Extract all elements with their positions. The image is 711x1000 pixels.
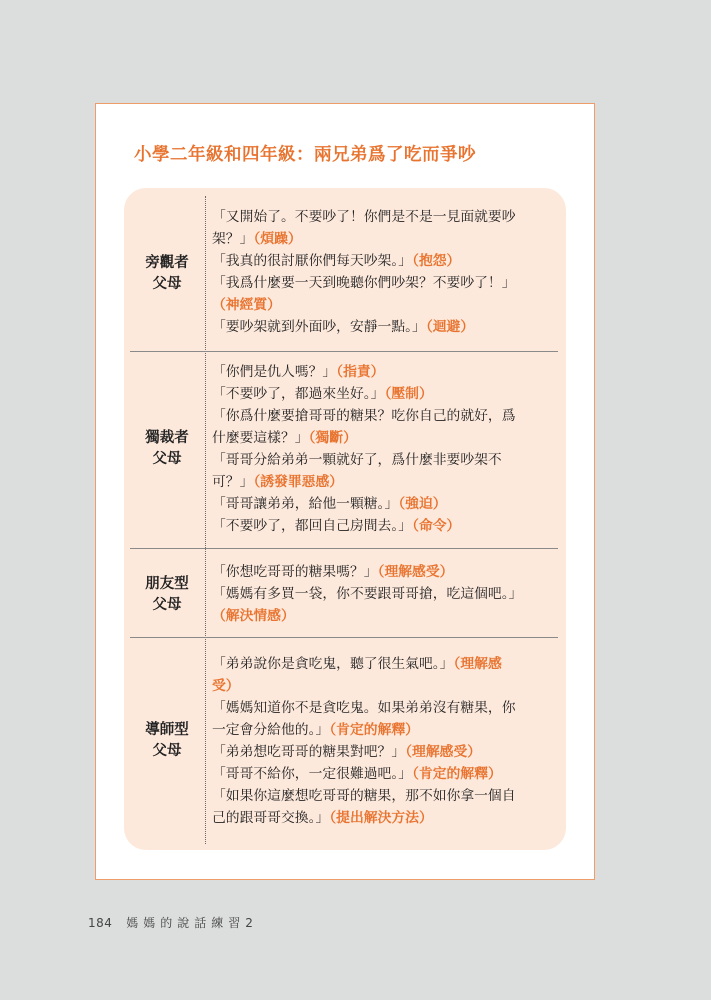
response-type-tag: （理解感受） — [405, 744, 482, 760]
dialogue-text: 「媽媽有多買一袋，你不要跟哥哥搶，吃這個吧。」 — [212, 586, 523, 602]
dialogue-text: 「媽媽知道你不是貪吃鬼。如果弟弟沒有糖果，你 — [212, 700, 516, 716]
dialogue-line — [212, 361, 562, 383]
dialogue-line — [212, 515, 562, 537]
dialogue-text: 「哥哥不給你，一定很難過吧。」 — [212, 766, 413, 782]
role-label-friend — [130, 574, 204, 616]
role-label-line: 父母 — [152, 451, 182, 467]
role-label-bystander — [130, 253, 204, 295]
dialogue-text: 「又開始了。不要吵了！你們是不是一見面就要吵 — [212, 209, 516, 225]
page-footer — [88, 914, 258, 931]
role-label-line: 朋友型 — [145, 576, 189, 592]
dialogue-line — [212, 427, 562, 449]
response-type-tag: （煩躁） — [253, 231, 302, 247]
dialogue-text: 「哥哥分給弟弟一顆就好了，爲什麼非要吵架不 — [212, 452, 502, 468]
response-type-tag: （強迫） — [398, 496, 447, 512]
response-type-tag: （命令） — [412, 518, 461, 534]
row-separator — [130, 548, 558, 549]
dialogue-text: 「如果你這麼想吃哥哥的糖果，那不如你拿一個自 — [212, 788, 516, 804]
dialogue-text: 己的跟哥哥交換。」 — [212, 810, 330, 826]
response-type-tag: （肯定的解釋） — [412, 766, 502, 782]
role-label-mentor — [130, 720, 204, 762]
role-label-line: 父母 — [152, 743, 182, 759]
dialogue-text: 「我爲什麼要一天到晚聽你們吵架？不要吵了！」 — [212, 275, 516, 291]
role-label-line: 獨裁者 — [145, 430, 189, 446]
dialogue-line — [212, 294, 562, 316]
section-title: 小學二年級和四年級：兩兄弟爲了吃而爭吵 — [134, 145, 476, 165]
dialogue-text: 「你想吃哥哥的糖果嗎？」 — [212, 564, 378, 580]
dialogue-line — [212, 228, 562, 250]
dialogue-line — [212, 697, 562, 719]
dialogue-text: 「我真的很討厭你們每天吵架。」 — [212, 253, 413, 269]
dialogue-lines-dictator — [212, 361, 562, 537]
dialogue-line — [212, 250, 562, 272]
dialogue-line — [212, 583, 562, 605]
response-type-tag: （迴避） — [425, 319, 475, 335]
dialogue-text: 「你們是仇人嗎？」 — [212, 364, 337, 380]
response-type-tag: （壓制） — [384, 386, 433, 402]
dialogue-text: 「哥哥讓弟弟，給他一顆糖。」 — [212, 496, 399, 512]
dialogue-line — [212, 653, 562, 675]
dialogue-line — [212, 449, 562, 471]
response-type-tag: 受） — [212, 678, 240, 694]
dialogue-text: 「不要吵了，都過來坐好。」 — [212, 386, 385, 402]
dialogue-line — [212, 206, 562, 228]
dialogue-lines-mentor — [212, 653, 562, 829]
dialogue-line — [212, 493, 562, 515]
column-divider — [205, 196, 206, 844]
response-type-tag: （解決情感） — [212, 608, 295, 624]
response-type-tag: （指責） — [336, 364, 385, 380]
response-type-tag: （理解感受） — [377, 564, 454, 580]
dialogue-line — [212, 807, 562, 829]
dialogue-text: 可？」 — [212, 474, 254, 490]
dialogue-text: 什麼要這樣？」 — [212, 430, 309, 446]
role-label-line: 導師型 — [145, 722, 189, 738]
response-type-tag: （誘發罪惡感） — [253, 474, 344, 490]
role-label-line: 旁觀者 — [145, 255, 189, 271]
dialogue-lines-bystander — [212, 206, 562, 338]
dialogue-line — [212, 763, 562, 785]
role-label-line: 父母 — [152, 597, 182, 613]
response-type-tag: （肯定的解釋） — [329, 722, 419, 738]
dialogue-line — [212, 272, 562, 294]
row-separator — [130, 637, 558, 638]
row-separator — [130, 351, 558, 352]
dialogue-line — [212, 675, 562, 697]
response-type-tag: （提出解決方法） — [329, 810, 433, 826]
dialogue-text: 「弟弟想吃哥哥的糖果對吧？」 — [212, 744, 406, 760]
response-type-tag: （獨斷） — [308, 430, 357, 446]
dialogue-text: 「你爲什麼要搶哥哥的糖果？吃你自己的就好，爲 — [212, 408, 516, 424]
dialogue-line — [212, 741, 562, 763]
dialogue-text: 一定會分給他的。」 — [212, 722, 330, 738]
page-number: 184 — [88, 916, 113, 930]
dialogue-line — [212, 405, 562, 427]
dialogue-line — [212, 316, 562, 338]
role-label-dictator — [130, 428, 204, 470]
book-title: 媽媽的說話練習2 — [126, 916, 258, 930]
response-type-tag: （抱怨） — [412, 253, 461, 269]
dialogue-line — [212, 383, 562, 405]
dialogue-text: 「弟弟說你是貪吃鬼，聽了很生氣吧。」 — [212, 656, 454, 672]
response-type-tag: （理解感 — [453, 656, 502, 672]
dialogue-line — [212, 471, 562, 493]
dialogue-line — [212, 561, 562, 583]
dialogue-line — [212, 785, 562, 807]
dialogue-text: 「不要吵了，都回自己房間去。」 — [212, 518, 413, 534]
role-label-line: 父母 — [152, 276, 182, 292]
dialogue-text: 架？」 — [212, 231, 254, 247]
dialogue-line — [212, 605, 562, 627]
dialogue-lines-friend — [212, 561, 562, 627]
response-type-tag: （神經質） — [212, 297, 281, 313]
dialogue-text: 「要吵架就到外面吵，安靜一點。」 — [212, 319, 426, 335]
dialogue-line — [212, 719, 562, 741]
